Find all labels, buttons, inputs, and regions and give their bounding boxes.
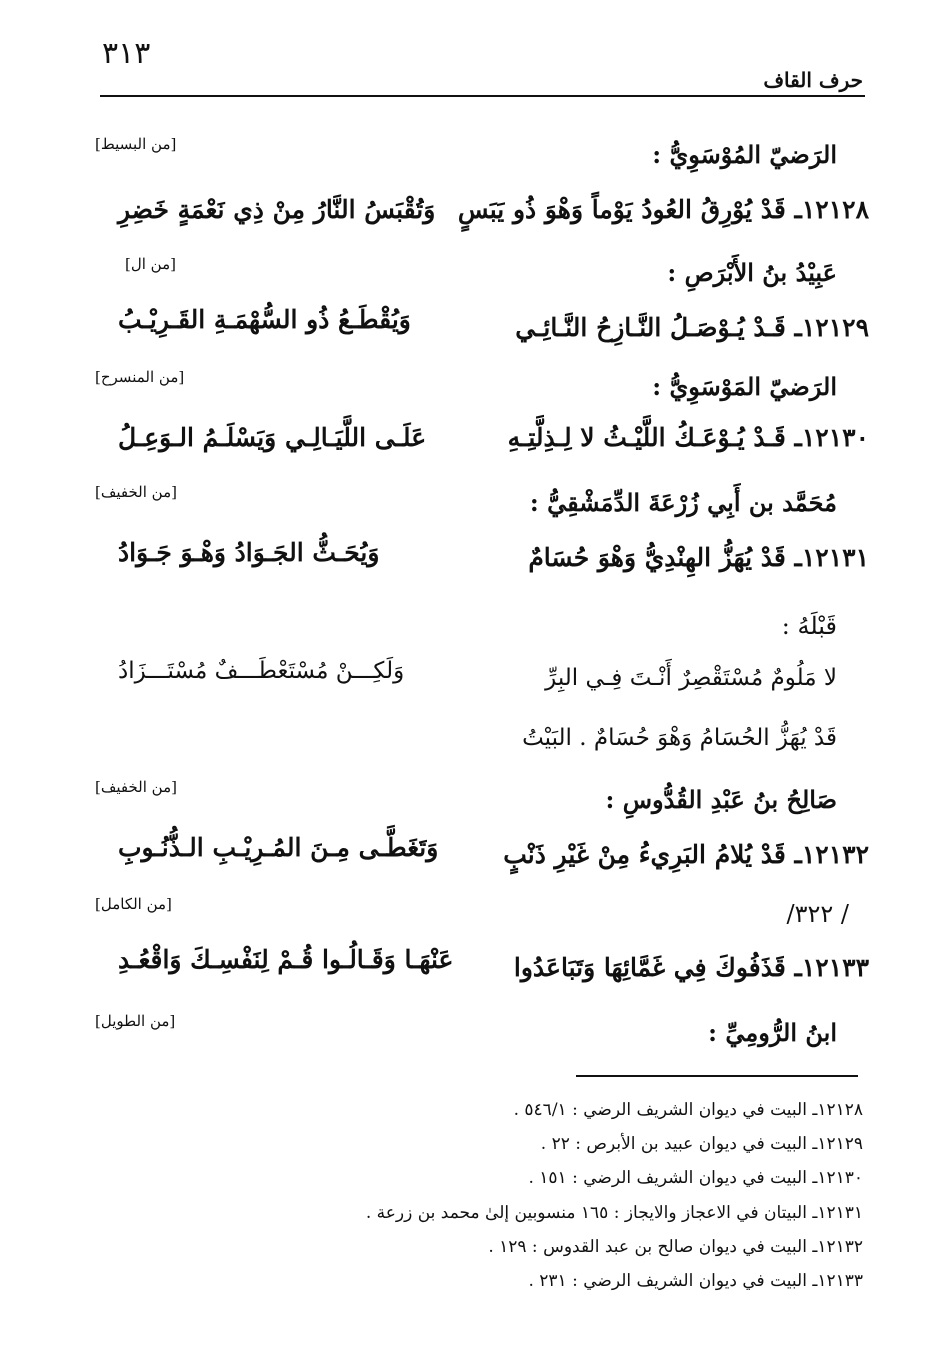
meter-label: [من الخفيف]: [95, 778, 177, 796]
verse-second-hemistich: عَلَـى اللَّيَـالِـي وَيَسْلَـمُ الـوَعِـلُ: [118, 423, 427, 452]
footnote: ١٢١٣٣ـ البيت في ديوان الشريف الرضي : ٢٣١ .: [528, 1271, 863, 1291]
quoted-verse-line: قَدْ يُهَزُّ الحُسَامُ وَهْوَ حُسَامٌ . البَيْتُ: [522, 725, 837, 751]
poet-attribution: عَبِيْدُ بنُ الأَبْرَصِ :: [667, 258, 837, 287]
before-label: قَبْلَهُ :: [781, 612, 837, 640]
verse-first-hemistich: ١٢١٣١ـ قَدْ يُهَزُّ الهِنْدِيُّ وَهْوَ حُسَامٌ: [528, 543, 869, 572]
quoted-verse-second: وَلَكِـــنْ مُسْتَعْطَـــفٌ مُسْتَـــزَادُ: [118, 658, 405, 684]
verse-second-hemistich: وَتُقْبَسُ النَّارُ مِنْ ذِي نَعْمَةٍ خَضِرِ: [118, 195, 436, 224]
quoted-verse-first: لا مَلُومٌ مُسْتَقْصِرٌ أَنْـتَ فِـي البِرِّ: [545, 665, 837, 691]
verse-second-hemistich: وَتَغَطَّـى مِـنَ المُـرِيْـبِ الـذُّنُـوبِ: [118, 833, 439, 862]
verse-first-hemistich: ١٢١٢٨ـ قَدْ يُوْرِقُ العُودُ يَوْماً وَهْوَ ذُو يَبَسٍ: [457, 195, 869, 224]
verse-second-hemistich: وَيُحَـثُّ الجَـوَادُ وَهْـوَ جَـوَادُ: [118, 538, 380, 567]
poet-attribution: مُحَمَّد بن أَبِي زُرْعَةَ الدِّمَشْقِيُّ :: [529, 488, 837, 517]
poet-attribution: الرَضيّ المُوْسَوِيُّ :: [652, 140, 837, 169]
footnote: ١٢١٢٩ـ البيت في ديوان عبيد بن الأبرص : ٢٢ .: [540, 1134, 863, 1154]
manuscript-folio-mark: / ٣٢٢/: [786, 900, 849, 928]
header-divider: [100, 95, 865, 97]
footnote: ١٢١٣١ـ البيتان في الاعجاز والايجاز : ١٦٥ منسوبين إلىٰ محمد بن زرعة .: [365, 1203, 863, 1223]
footnote: ١٢١٣٠ـ البيت في ديوان الشريف الرضي : ١٥١ .: [528, 1168, 863, 1188]
page-number: ٣١٣: [102, 36, 151, 71]
verse-first-hemistich: ١٢١٣٣ـ قَذَفُوكَ فِي غَمَّائِهَا وَتَبَاعَدُوا: [513, 953, 869, 982]
verse-first-hemistich: ١٢١٢٩ـ قَـدْ يُـوْصَـلُ النَّـازِحُ النَّـائِـي: [515, 313, 869, 342]
poet-attribution: صَالِحُ بنُ عَبْدِ القُدُّوسِ :: [605, 785, 837, 814]
meter-label: [من البسيط]: [95, 135, 177, 153]
meter-label: [من المنسرح]: [95, 368, 185, 386]
verse-second-hemistich: عَنْهَـا وَقَـالُـوا قُـمْ لِنَفْسِـكَ وَاقْعُـدِ: [118, 945, 454, 974]
chapter-title: حرف القاف: [763, 68, 863, 92]
meter-label: [من ال]: [125, 255, 176, 273]
verse-second-hemistich: وَيُقْطَـعُ ذُو السُّهْمَـةِ القَـرِيْـبُ: [118, 305, 411, 334]
verse-first-hemistich: ١٢١٣٢ـ قَدْ يُلامُ البَرِيءُ مِنْ غَيْرِ ذَنْبٍ: [503, 840, 869, 869]
meter-label: [من الخفيف]: [95, 483, 177, 501]
meter-label: [من الكامل]: [95, 895, 172, 913]
poet-attribution: ابنُ الرُّومِيِّ :: [708, 1018, 837, 1047]
footnote: ١٢١٢٨ـ البيت في ديوان الشريف الرضي : ٥٤٦/١ .: [513, 1100, 863, 1120]
footnote-divider: [576, 1075, 858, 1077]
verse-first-hemistich: ١٢١٣٠ـ قَـدْ يُـوْعَـكُ اللَّيْـثُ لا لِـذِلَّتِـهِ: [507, 423, 869, 452]
footnote: ١٢١٣٢ـ البيت في ديوان صالح بن عبد القدوس : ١٢٩ .: [488, 1237, 863, 1257]
meter-label: [من الطويل]: [95, 1012, 176, 1030]
poet-attribution: الرَضيّ المَوْسَوِيُّ :: [652, 372, 837, 401]
